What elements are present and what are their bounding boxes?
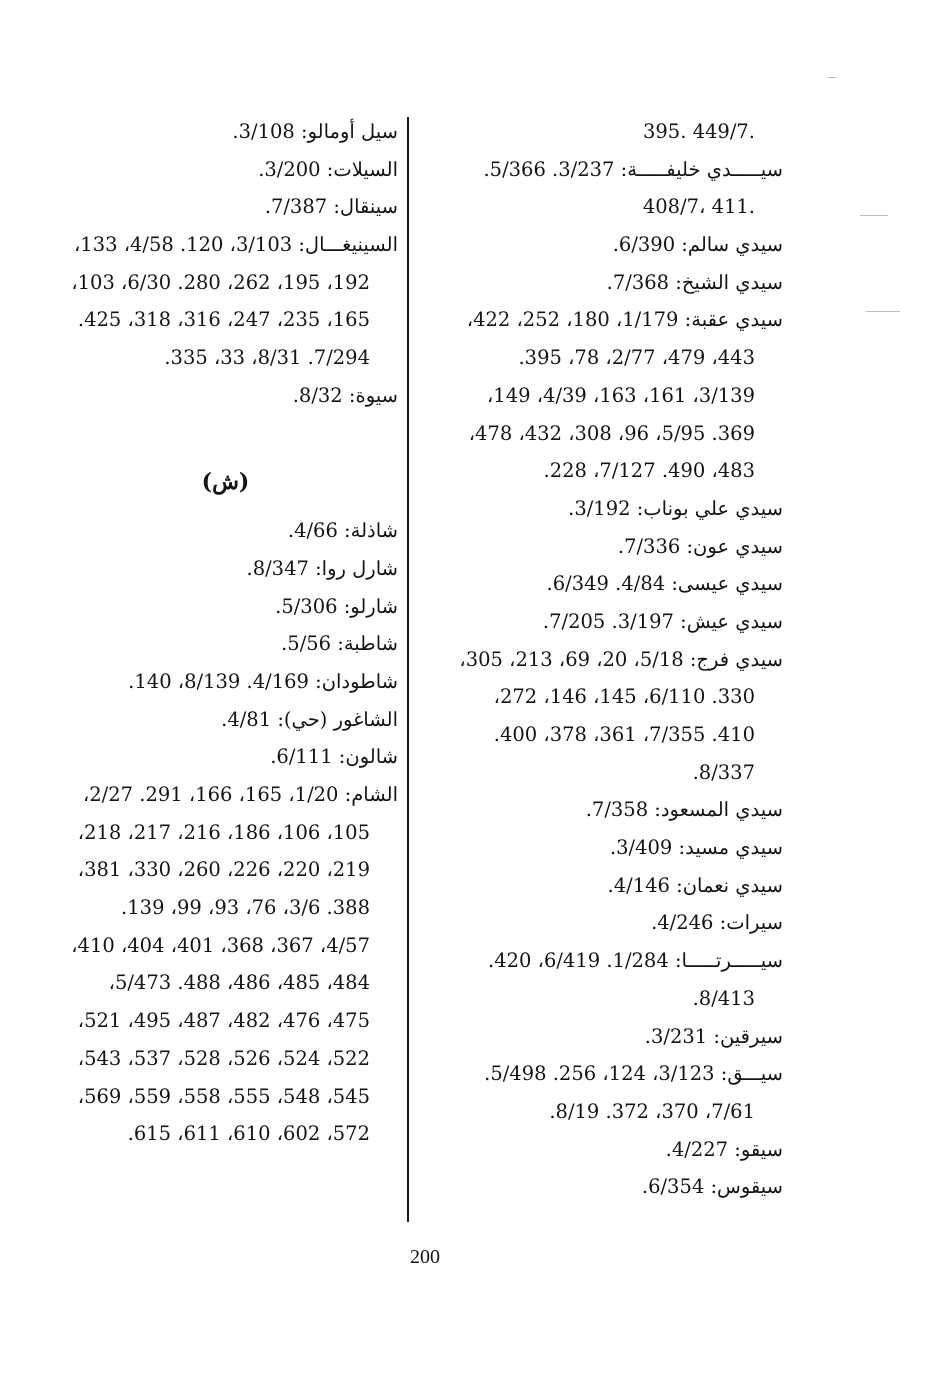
index-entry: شالون: 6/111. bbox=[270, 745, 398, 769]
index-entry: الشاغور (حي): 4/81. bbox=[221, 707, 398, 731]
index-entry-continuation: 410. 7/355، 361، 378، 400. bbox=[493, 723, 755, 746]
scan-mark bbox=[860, 215, 888, 216]
index-entry: شارلو: 5/306. bbox=[275, 594, 398, 618]
index-entry: سيدي عقبة: 1/179، 180، 252، 422، bbox=[466, 308, 783, 332]
index-entry-continuation: 219، 220، 226، 260، 330، 381، bbox=[77, 858, 370, 882]
index-entry: شاطودان: 4/169. 8/139، 140. bbox=[128, 669, 398, 693]
index-entry: سيدي مسيد: 3/409. bbox=[609, 836, 783, 860]
index-entry: سيـــــدي خليفـــــة: 3/237. 5/366. bbox=[483, 157, 783, 181]
index-entry-continuation: 483، 490. 7/127، 228. bbox=[543, 459, 755, 483]
index-entry: سيدي سالم: 6/390. bbox=[612, 233, 783, 257]
index-entry: السيلات: 3/200. bbox=[258, 157, 398, 181]
index-entry: سيقو: 4/227. bbox=[665, 1137, 783, 1161]
index-entry: شاذلة: 4/66. bbox=[287, 519, 398, 543]
index-entry: سيقوس: 6/354. bbox=[641, 1175, 783, 1199]
index-entry: سيدي نعمان: 4/146. bbox=[607, 873, 783, 897]
index-entry-continuation: 330. 6/110، 145، 146، 272، bbox=[493, 685, 755, 709]
index-entry: سينقال: 7/387. bbox=[264, 195, 398, 219]
left-index-column bbox=[23, 113, 398, 1153]
left-column-bottom-entries bbox=[23, 512, 398, 1153]
index-entry: سيدي الشيخ: 7/368. bbox=[606, 270, 783, 294]
right-index-column bbox=[398, 113, 783, 1206]
index-entry-continuation: 475، 476، 482، 487، 495، 521، bbox=[77, 1009, 370, 1033]
index-entry-continuation: 522، 524، 526، 528، 537، 543، bbox=[77, 1046, 370, 1070]
index-entry: سيـــق: 3/123، 124، 256. 5/498. bbox=[484, 1062, 783, 1086]
index-entry-continuation: 7/294. 8/31، 33، 335. bbox=[164, 346, 370, 370]
index-entry: سيـــــرتـــــا: 1/284. 6/419، 420. bbox=[488, 949, 783, 973]
index-entry: سيدي عون: 7/336. bbox=[617, 534, 783, 558]
index-entry-continuation: 545، 548، 555، 558، 559، 569، bbox=[77, 1084, 370, 1108]
index-entry-continuation: 484، 485، 486، 488. 5/473، bbox=[108, 971, 370, 995]
section-letter-heading: (ش) bbox=[201, 469, 250, 496]
index-entry: سيدي عيسى: 4/84. 6/349. bbox=[546, 572, 783, 596]
section-gap bbox=[23, 415, 398, 453]
index-entry: سيرقين: 3/231. bbox=[644, 1024, 783, 1048]
index-entry: سيدي فرج: 5/18، 20، 69، 213، 305، bbox=[459, 647, 783, 671]
index-entry: سيدي عيش: 3/197. 7/205. bbox=[542, 609, 783, 633]
index-entry-continuation: 388. 3/6، 76، 93، 99، 139. bbox=[121, 896, 370, 920]
index-entry: سيدي علي بوناب: 3/192. bbox=[568, 496, 783, 520]
index-entry: سيل أومالو: 3/108. bbox=[232, 120, 398, 143]
index-entry: الشام: 1/20، 165، 166، 291. 2/27، bbox=[82, 783, 398, 806]
index-entry: شارل روا: 8/347. bbox=[246, 556, 398, 580]
index-entry-continuation: .411 ،408/7 bbox=[642, 195, 755, 219]
column-divider bbox=[407, 117, 409, 1222]
index-entry-continuation: 192، 195، 262، 280. 6/30، 103، bbox=[71, 270, 370, 294]
index-entry-continuation: 165، 235، 247، 316، 318، 425. bbox=[77, 308, 370, 332]
index-entry: سيوة: 8/32. bbox=[292, 383, 398, 407]
index-entry-continuation: 105، 106، 186، 216، 217، 218، bbox=[77, 820, 370, 844]
scan-mark bbox=[828, 77, 836, 78]
index-entry: شاطبة: 5/56. bbox=[281, 632, 398, 656]
index-entry-continuation: 572، 602، 610، 611، 615. bbox=[127, 1122, 370, 1146]
scan-mark bbox=[866, 311, 900, 312]
index-entry-continuation: 8/337. bbox=[692, 760, 755, 784]
index-entry-continuation: 7/61، 370، 372. 8/19. bbox=[549, 1099, 755, 1123]
index-entry-continuation: 3/139، 161، 163، 4/39، 149، bbox=[487, 383, 755, 407]
index-entry-continuation: 443، 479، 2/77، 78، 395. bbox=[518, 346, 755, 370]
left-column-top-entries bbox=[23, 113, 398, 415]
index-entry: السينيغـــال: 3/103، 120. 4/58، 133، bbox=[73, 233, 398, 257]
index-entry: سيدي المسعود: 7/358. bbox=[585, 798, 783, 822]
index-entry-continuation: 8/413. bbox=[692, 986, 755, 1010]
index-entry-continuation: 369. 5/95، 96، 308، 432، 478، bbox=[468, 421, 755, 445]
index-entry-continuation: .449/7 .395 bbox=[642, 120, 755, 143]
index-entry-continuation: 4/57، 367، 368، 401، 404، 410، bbox=[71, 933, 370, 957]
index-entry: سيرات: 4/246. bbox=[651, 911, 783, 935]
page-number: 200 bbox=[410, 1246, 440, 1268]
